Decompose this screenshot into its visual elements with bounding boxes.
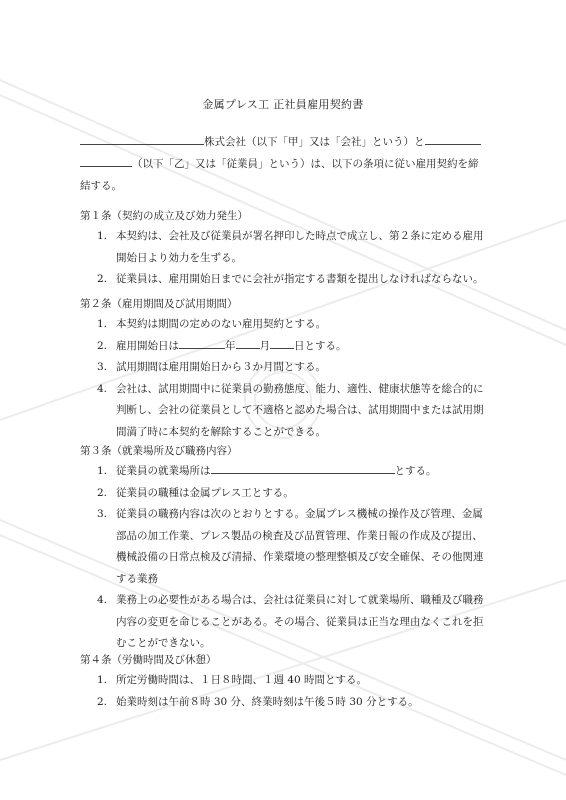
article-3: [80, 441, 500, 655]
article-heading: 第２条（雇用期間及び試用期間）: [80, 298, 238, 310]
clause-line: [116, 461, 500, 483]
employee-name-blank-1[interactable]: [425, 132, 481, 145]
clause-line: する業務: [116, 572, 158, 585]
company-name-blank[interactable]: [80, 132, 204, 145]
clause-list: [80, 670, 500, 713]
start-month-blank[interactable]: [236, 336, 260, 349]
clause-item: [80, 336, 500, 358]
article-2: [80, 294, 500, 443]
start-day-blank[interactable]: [270, 336, 294, 349]
clause-item: [80, 357, 500, 379]
clause-item: [80, 504, 500, 590]
clause-number: 2.: [97, 695, 108, 708]
employment-start-end-text: 日とする。: [294, 339, 347, 352]
clause-line: [116, 336, 500, 358]
employee-name-blank-2[interactable]: [80, 154, 132, 167]
year-label: 年: [225, 339, 236, 352]
clause-item: [80, 461, 500, 483]
clause-item: [80, 226, 500, 269]
clause-line: 会社は、試用期間中に従業員の勤務態度、能力、適性、健康状態等を総合的に: [116, 382, 484, 395]
clause-line: 開始日より効力を生ずる。: [116, 251, 242, 264]
clause-number: 1.: [97, 230, 108, 242]
clause-line: 従業員の職種は金属プレス工とする。: [116, 486, 294, 499]
start-year-blank[interactable]: [179, 336, 225, 349]
clause-item: [80, 692, 500, 714]
clause-number: 1.: [97, 465, 108, 477]
clause-number: 4.: [97, 594, 108, 606]
clause-item: [80, 483, 500, 505]
workplace-blank[interactable]: [211, 461, 395, 474]
clause-line: 本契約は、会社及び従業員が署名押印した時点で成立し、第２条に定める雇用: [116, 230, 484, 242]
clause-number: 2.: [97, 273, 108, 285]
month-label: 月: [259, 339, 270, 352]
clause-line: 従業員は、雇用開始日までに会社が指定する書類を提出しなければならない。: [116, 273, 484, 285]
intro-paragraph: [80, 131, 490, 197]
intro-company-text: 株式会社（以下「甲」又は「会社」という）と: [204, 136, 425, 148]
clause-item: [80, 314, 500, 336]
clause-line: 始業時刻は午前８時 30 分、終業時刻は午後５時 30 分とする。: [116, 695, 419, 708]
clause-item: [80, 670, 500, 692]
clause-line: 業務上の必要性がある場合は、会社は従業員に対して就業場所、職種及び職務: [116, 594, 484, 606]
clause-line: 部品の加工作業、プレス製品の検査及び品質管理、作業日報の作成及び提出、: [116, 529, 483, 542]
article-heading: 第１条（契約の成立及び効力発生）: [80, 210, 248, 222]
clause-item: [80, 590, 500, 655]
clause-item: [80, 379, 500, 444]
clause-number: 2.: [97, 486, 108, 499]
clause-number: 1.: [97, 674, 108, 686]
article-heading: 第４条（労働時間及び休憩）: [80, 654, 217, 666]
clause-line: 間満了時に本契約を解除することができる。: [116, 425, 326, 438]
clause-list: [80, 314, 500, 443]
intro-employee-text: （以下「乙」又は「従業員」という）は、以下の条項に従い雇用契約を締: [132, 158, 479, 170]
clause-line: 内容の変更を命じることがある。その場合、従業員は正当な理由なくこれを拒: [116, 615, 484, 628]
clause-line: 試用期間は雇用開始日から３か月間とする。: [116, 361, 326, 373]
clause-list: [80, 226, 500, 291]
clause-number: 2.: [97, 339, 108, 352]
clause-line: 本契約は期間の定めのない雇用契約とする。: [116, 318, 326, 330]
clause-item: [80, 269, 500, 291]
clause-number: 3.: [97, 508, 108, 520]
workplace-end-text: とする。: [394, 465, 437, 477]
intro-line-3: 結する。: [80, 180, 122, 192]
clause-line: 所定労働時間は、１日８時間、１週 40 時間とする。: [116, 674, 368, 686]
article-1: [80, 206, 500, 291]
workplace-text: 従業員の就業場所は: [116, 465, 211, 477]
clause-line: むことができない。: [116, 637, 211, 649]
clause-number: 1.: [97, 318, 108, 330]
clause-line: 機械設備の日常点検及び清掃、作業環境の整理整頓及び安全確保、その他関連: [116, 551, 484, 563]
clause-line: 従業員の職務内容は次のとおりとする。金属プレス機械の操作及び管理、金属: [116, 508, 483, 520]
clause-number: 4.: [97, 382, 108, 395]
employment-start-text: 雇用開始日は: [116, 339, 179, 352]
intro-line-1: [80, 131, 490, 153]
article-heading: 第３条（就業場所及び職務内容）: [80, 445, 238, 457]
document-title: 金属プレス工 正社員雇用契約書: [202, 98, 364, 111]
clause-number: 3.: [97, 361, 108, 373]
intro-line-2: [80, 153, 490, 175]
article-4: [80, 650, 500, 713]
clause-list: [80, 461, 500, 655]
clause-line: 判断し、会社の従業員として不適格と認めた場合は、試用期間中または試用期: [116, 404, 484, 416]
